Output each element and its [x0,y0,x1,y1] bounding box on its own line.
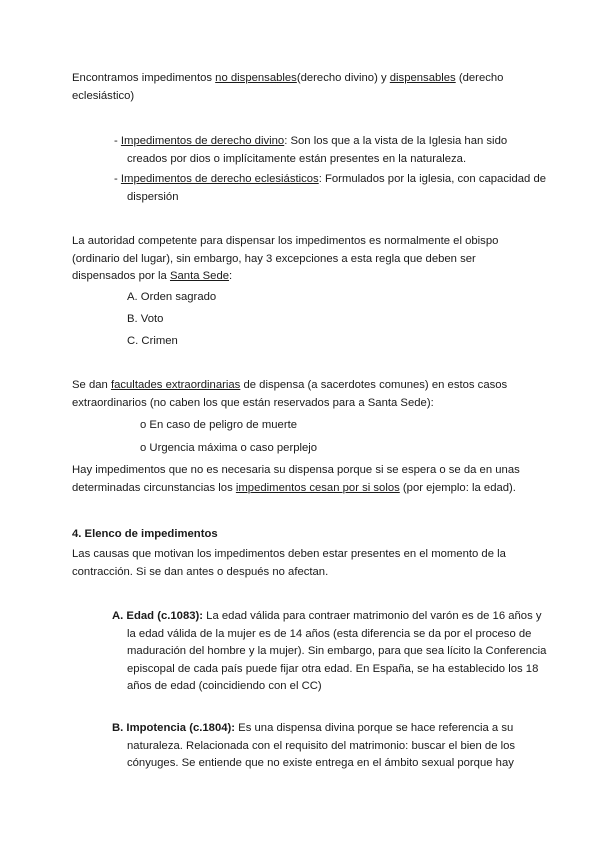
exception-item-a: A. Orden sagrado [127,291,217,303]
intro-term-dispensables: dispensables [389,72,456,84]
authority-term-santa-sede: Santa Sede [169,270,230,282]
faculties-text-1: Se dan [72,379,111,391]
cessation-text-2: (por ejemplo: la edad). [399,481,516,494]
intro-text-1: Encontramos impedimentos [72,72,216,84]
authority-paragraph [72,233,532,286]
impediment-text: La edad válida para contraer matrimonio del varón es de 16 años y la edad válida de la mujer es de 14 años (esta diferencia se da por el proceso de maduración del hombre y la mujer). Sin embargo, para que sea lícito la Conferencia episcopal de cada país puede fijar otra edad. En España, se ha establecido los 18 años de edad (coincidiendo con el CC) [127,610,547,692]
faculties-text-2: de dispensa (a sacerdotes comunes) en estos casos extraordinarios (no caben los que están reservados para a Santa Sede): [72,379,508,409]
intro-term-no-dispensables: no dispensables [215,72,297,84]
faculties-term: facultades extraordinarias [110,379,241,391]
case-item-danger: o En caso de peligro de muerte [140,419,297,431]
dash-item-text: : Formulados por la iglesia, con capacidad de dispersión [127,173,547,203]
intro-text-3: (derecho eclesiástico) [72,72,504,102]
dash-marker: - [114,173,121,185]
dash-marker: - [114,135,121,147]
dash-item-divine [114,132,547,168]
intro-paragraph [72,70,532,105]
impediment-text: Es una dispensa divina porque se hace referencia a su naturaleza. Relacionada con el requisito del matrimonio: buscar el bien de los cónyuges. Se entiende que no existe entrega en el ámbito sexual porque hay [127,722,516,769]
impediment-label: A. Edad (c.1083): [112,610,204,622]
dash-item-term: Impedimentos de derecho eclesiásticos [120,173,319,185]
intro-text-2: (derecho divino) y [296,72,390,84]
section-title: 4. Elenco de impedimentos [72,528,218,540]
cessation-term: impedimentos cesan por si solos [235,481,400,494]
exception-item-b: B. Voto [127,313,164,325]
impediment-item-impotence [112,720,552,773]
cessation-text-1: Hay impedimentos que no es necesaria su dispensa porque si se espera o se da en unas determinadas circunstancias los [72,464,520,494]
authority-text-1: La autoridad competente para dispensar los impedimentos es normalmente el obispo (ordinario del lugar), sin embargo, hay 3 excepciones a esta regla que deben ser dispensados por la [72,235,499,282]
case-item-urgency: o Urgencia máxima o caso perplejo [140,442,318,454]
section-intro: Las causas que motivan los impedimentos deben estar presentes en el momento de la contracción. Si se dan antes o después no afectan. [72,548,506,578]
authority-text-2: : [229,270,233,282]
dash-item-text: : Son los que a la vista de la Iglesia han sido creados por dios o implícitamente están presentes en la naturaleza. [127,135,508,165]
impediment-label: B. Impotencia (c.1804): [112,722,236,734]
dash-item-term: Impedimentos de derecho divino [120,135,285,147]
faculties-paragraph [72,377,532,412]
dash-item-ecclesiastic [114,170,547,206]
exception-item-c: C. Crimen [127,335,178,347]
cessation-paragraph [72,462,532,497]
impediment-item-age [112,608,552,696]
